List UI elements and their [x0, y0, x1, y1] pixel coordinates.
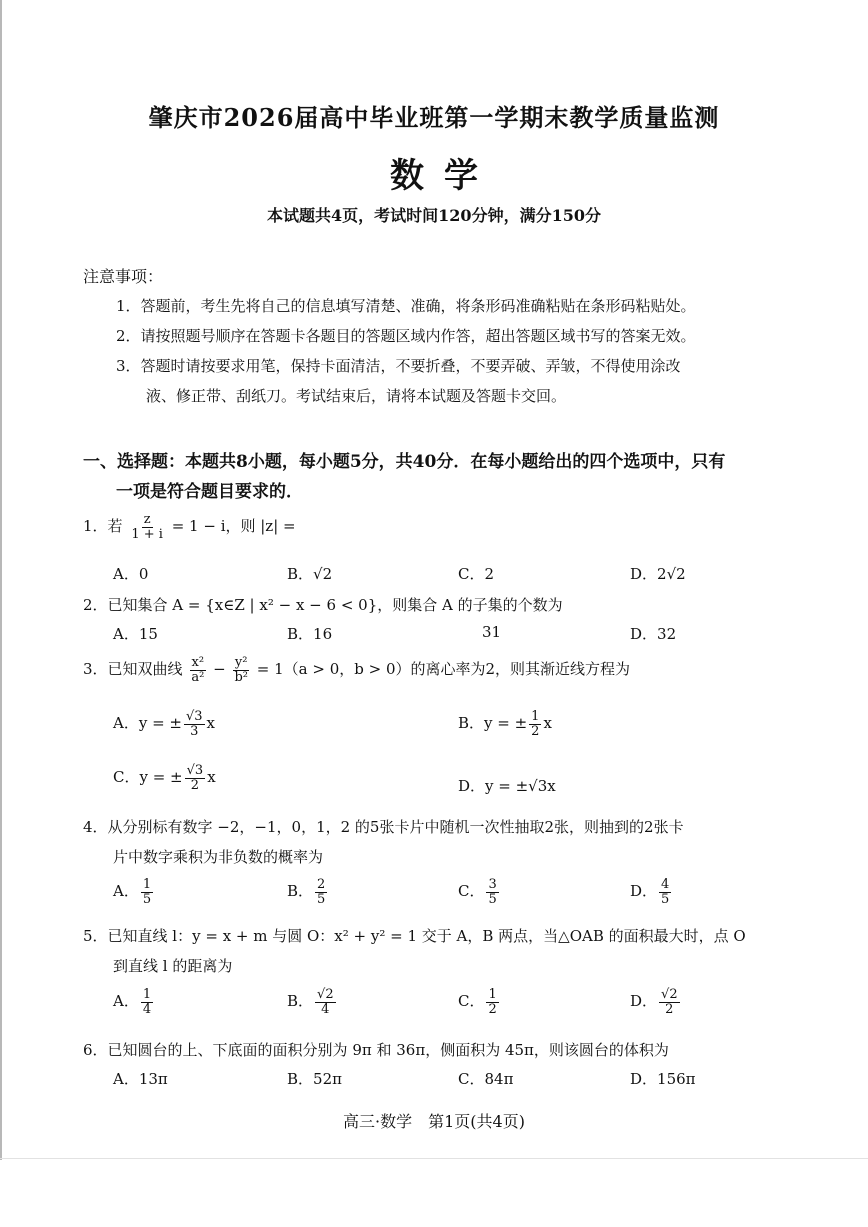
q4-c-fraction — [486, 878, 498, 906]
note-item-2: 2．请按照题号顺序在答题卡各题目的答题区域内作答，超出答题区域书写的答案无效。 — [116, 327, 696, 345]
question-3 — [83, 656, 630, 684]
q3-c-fraction — [185, 764, 206, 792]
q3-a-num: √3 — [185, 709, 203, 724]
q6-option-c: C．84π — [458, 1070, 514, 1088]
q4-b-label: B． — [287, 882, 314, 901]
q4-option-a — [113, 878, 155, 906]
q3-b-suffix: x — [543, 714, 552, 733]
q4-b-fraction — [315, 878, 327, 906]
q6-option-b: B．52π — [287, 1070, 342, 1088]
q6-option-a: A．13π — [113, 1070, 168, 1088]
q3-minus: − — [213, 660, 226, 679]
subject-title: 数学 — [390, 156, 498, 196]
q5-c-fraction — [486, 988, 498, 1016]
q4-d-den: 5 — [661, 891, 670, 907]
q3-a-suffix: x — [206, 714, 216, 733]
q3-f1-num: x² — [191, 655, 205, 670]
q1-frac-num: z — [143, 512, 151, 527]
q1-option-a: A．0 — [113, 565, 149, 583]
q3-suffix: = 1（a > 0，b > 0）的离心率为2，则其渐近线方程为 — [256, 660, 631, 679]
q5-d-label: D． — [630, 992, 658, 1011]
q4-option-b — [287, 878, 329, 906]
q5-c-num: 1 — [488, 987, 497, 1002]
q4-a-label: A． — [113, 882, 139, 901]
question-5-line1: 5．已知直线 l：y = x + m 与圆 O：x² + y² = 1 交于 A，B 两点，当△OAB 的面积最大时，点 O — [83, 927, 746, 945]
note-item-1: 1．答题前，考生先将自己的信息填写清楚、准确，将条形码准确粘贴在条形码粘贴处。 — [116, 297, 696, 315]
q4-d-num: 4 — [661, 877, 670, 892]
q3-f2-den: b² — [234, 669, 248, 685]
q3-a-prefix: A．y = ± — [113, 714, 182, 733]
q3-a-fraction — [184, 710, 205, 738]
q5-d-den: 2 — [665, 1001, 674, 1017]
q5-a-num: 1 — [142, 987, 152, 1002]
q5-b-num: √2 — [317, 987, 334, 1002]
q3-b-fraction — [529, 710, 541, 738]
q4-d-label: D． — [630, 882, 658, 901]
q4-b-den: 5 — [317, 891, 326, 907]
question-6: 6．已知圆台的上、下底面的面积分别为 9π 和 36π，侧面积为 45π，则该圆台的体积为 — [83, 1041, 669, 1059]
q2-option-d: D．32 — [630, 625, 677, 643]
section-heading-line1: 一、选择题：本题共8小题，每小题5分，共40分．在每小题给出的四个选项中，只有 — [83, 452, 726, 472]
exam-title: 肇庆市2026届高中毕业班第一学期末教学质量监测 — [148, 103, 720, 132]
q4-d-fraction — [659, 878, 671, 906]
question-2: 2．已知集合 A = {x∈Z | x² − x − 6 < 0}，则集合 A 的子集的个数为 — [83, 596, 563, 614]
q3-option-b — [458, 710, 552, 738]
q5-c-label: C． — [458, 992, 485, 1011]
q5-a-fraction — [141, 988, 153, 1016]
q5-d-fraction — [659, 988, 680, 1016]
q2-option-a: A．15 — [113, 625, 158, 643]
page-footer: 高三·数学 第1页(共4页) — [343, 1112, 525, 1131]
note-item-3-continued: 液、修正带、刮纸刀。考试结束后，请将本试题及答题卡交回。 — [146, 387, 567, 405]
page-bottom-edge — [0, 1158, 868, 1159]
q1-option-d: D．2√2 — [630, 565, 686, 583]
q5-c-den: 2 — [488, 1001, 497, 1017]
q3-c-num: √3 — [186, 763, 204, 778]
q3-a-den: 3 — [190, 723, 199, 739]
q5-b-label: B． — [287, 992, 314, 1011]
q3-fraction-2 — [232, 656, 250, 684]
q1-option-b: B．√2 — [287, 565, 333, 583]
q3-f2-num: y² — [234, 655, 248, 670]
q3-option-d: D．y = ±√3x — [458, 777, 556, 795]
q6-option-d: D．156π — [630, 1070, 696, 1088]
q5-a-den: 4 — [142, 1001, 152, 1017]
q4-c-label: C． — [458, 882, 485, 901]
note-item-3: 3．答题时请按要求用笔，保持卡面清洁，不要折叠，不要弄破、弄皱，不得使用涂改 — [116, 357, 681, 375]
q4-option-c — [458, 878, 501, 906]
q4-a-den: 5 — [142, 891, 152, 907]
q4-a-fraction — [141, 878, 153, 906]
q1-frac-den: 1 + i — [131, 526, 163, 542]
q1-option-c: C．2 — [458, 565, 495, 583]
question-5-line2: 到直线 l 的距离为 — [113, 957, 233, 975]
q3-fraction-1 — [189, 656, 206, 684]
q1-fraction — [129, 513, 165, 541]
section-heading-line2: 一项是符合题目要求的． — [116, 482, 303, 502]
question-4-line2: 片中数字乘积为非负数的概率为 — [113, 848, 324, 866]
q3-c-den: 2 — [190, 777, 200, 793]
q4-option-d — [630, 878, 673, 906]
q5-d-num: √2 — [661, 987, 678, 1002]
q3-b-prefix: B．y = ± — [458, 714, 528, 733]
q5-b-fraction — [315, 988, 336, 1016]
q5-option-a — [113, 988, 155, 1016]
q5-option-d — [630, 988, 682, 1016]
q1-suffix: = 1 − i，则 |z| = — [171, 517, 296, 536]
q5-option-c — [458, 988, 501, 1016]
q2-option-c: 31 — [482, 623, 502, 641]
q3-f1-den: a² — [191, 669, 205, 685]
q4-b-num: 2 — [317, 877, 326, 892]
q2-option-b: B．16 — [287, 625, 333, 643]
question-1 — [83, 513, 296, 541]
q1-prefix: 1．若 — [83, 517, 123, 536]
q3-prefix: 3．已知双曲线 — [83, 660, 183, 679]
q3-b-den: 2 — [531, 723, 540, 739]
q3-c-prefix: C．y = ± — [113, 768, 183, 787]
q3-option-a — [113, 710, 215, 738]
q3-option-c — [113, 764, 216, 792]
question-4-line1: 4．从分别标有数字 −2，−1，0，1，2 的5张卡片中随机一次性抽取2张，则抽到的2张卡 — [83, 818, 684, 836]
q3-b-num: 1 — [531, 709, 540, 724]
exam-info: 本试题共4页，考试时间120分钟，满分150分 — [267, 206, 601, 225]
q3-c-suffix: x — [207, 768, 216, 787]
q5-a-label: A． — [113, 992, 139, 1011]
notes-heading: 注意事项： — [83, 267, 164, 286]
q5-b-den: 4 — [321, 1001, 330, 1017]
q4-c-num: 3 — [488, 877, 497, 892]
q4-a-num: 1 — [142, 877, 152, 892]
q4-c-den: 5 — [488, 891, 497, 907]
q5-option-b — [287, 988, 338, 1016]
